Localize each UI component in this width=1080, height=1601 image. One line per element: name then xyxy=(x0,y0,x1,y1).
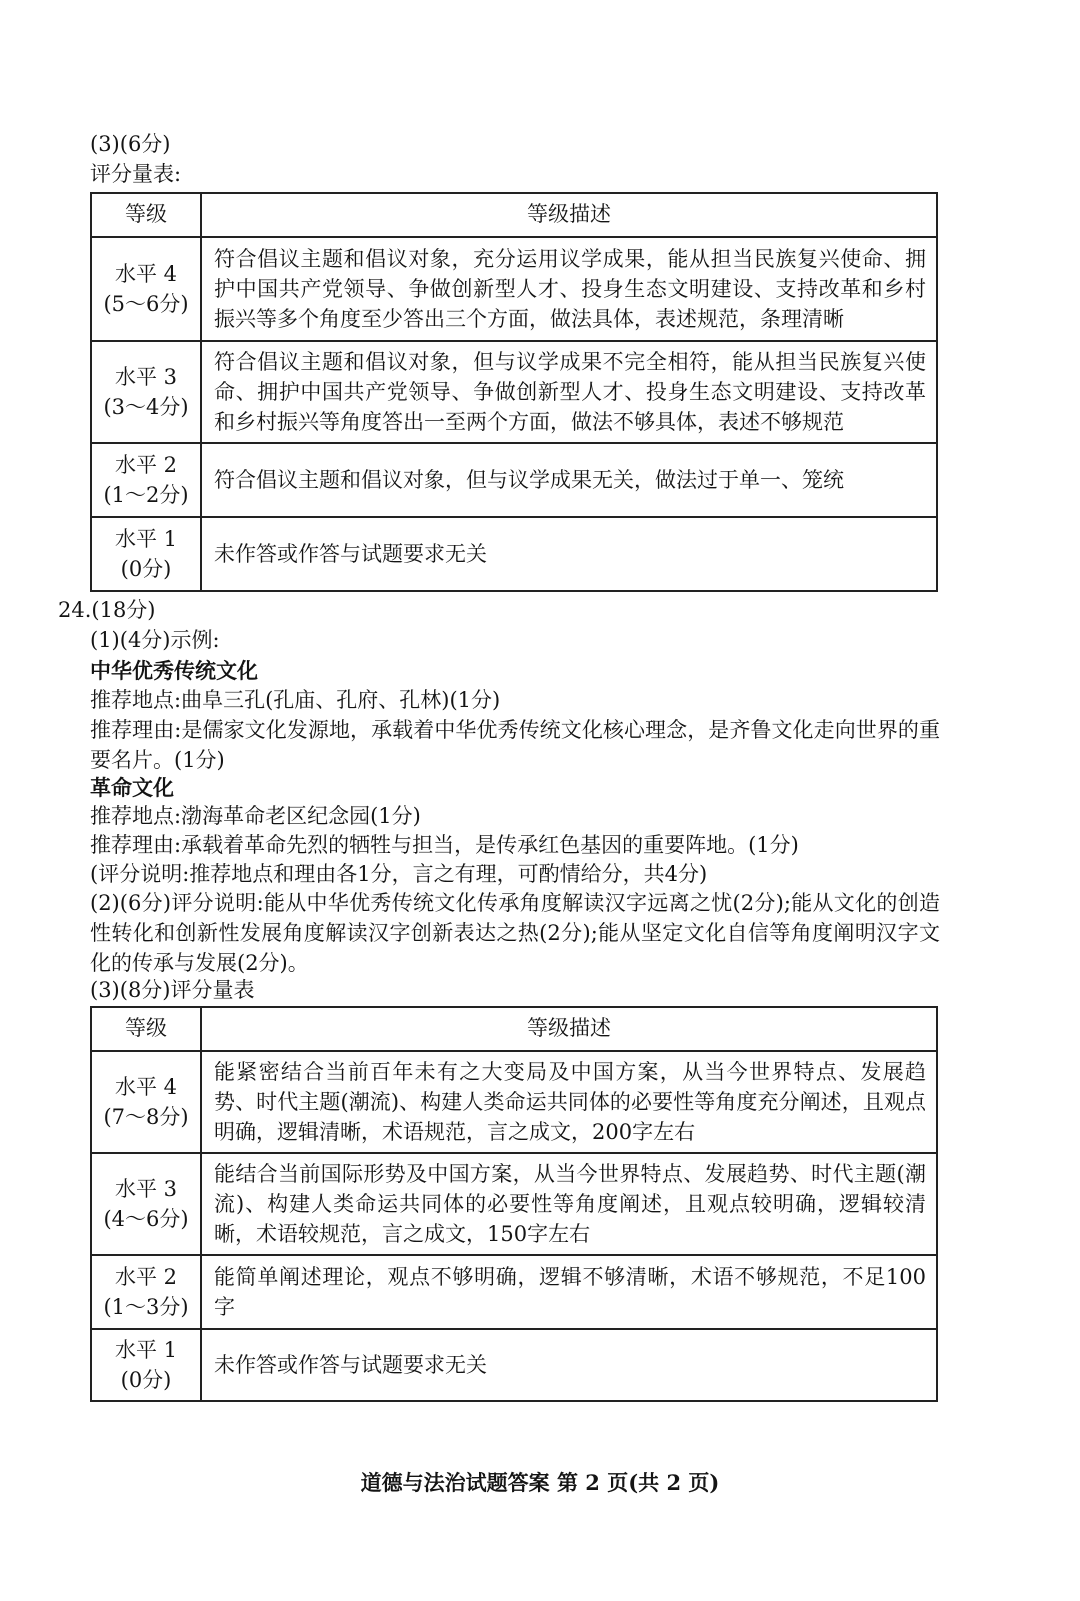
table-header-row xyxy=(91,193,937,237)
level-cell: 水平 3 (3～4分) xyxy=(91,341,201,443)
q23-rubric-table xyxy=(90,192,938,592)
table-row xyxy=(91,237,937,341)
culture-heading-revolutionary: 革命文化 xyxy=(90,775,174,800)
page-footer: 道德与法治试题答案 第 2 页(共 2 页) xyxy=(360,1470,720,1495)
level-cell: 水平 2 (1～2分) xyxy=(91,443,201,517)
recommended-place-2: 推荐地点:渤海革命老区纪念园(1分) xyxy=(90,804,421,828)
scoring-note-part2: (2)(6分)评分说明:能从中华优秀传统文化传承角度解读汉字远离之忧(2分);能从文化的创造性转化和创新性发展角度解读汉字创新表达之热(2分);能从坚定文化自信等角度阐明汉字文化的传承与发展(2分)。 xyxy=(90,891,940,975)
desc-cell: 能紧密结合当前百年未有之大变局及中国方案，从当今世界特点、发展趋势、时代主题(潮流)、构建人类命运共同体的必要性等角度充分阐述，且观点明确，逻辑清晰，术语规范，言之成文，200字左右 xyxy=(201,1051,937,1153)
level-cell: 水平 1 (0分) xyxy=(91,517,201,591)
q24-rubric-table xyxy=(90,1006,938,1402)
culture-heading-traditional: 中华优秀传统文化 xyxy=(90,658,258,683)
q24-heading: 24.(18分) xyxy=(58,598,156,622)
desc-cell: 未作答或作答与试题要求无关 xyxy=(201,517,937,591)
level-cell: 水平 4 (5～6分) xyxy=(91,237,201,341)
table-row xyxy=(91,1329,937,1401)
desc-cell: 未作答或作答与试题要求无关 xyxy=(201,1329,937,1401)
level-header: 等级 xyxy=(91,193,201,237)
desc-cell: 能简单阐述理论，观点不够明确，逻辑不够清晰，术语不够规范，不足100字 xyxy=(201,1255,937,1329)
scoring-note-part1: (评分说明:推荐地点和理由各1分，言之有理，可酌情给分，共4分) xyxy=(90,862,708,886)
recommended-reason-1: 推荐理由:是儒家文化发源地，承载着中华优秀传统文化核心理念，是齐鲁文化走向世界的重要名片。(1分) xyxy=(90,718,940,772)
table-row xyxy=(91,1051,937,1153)
q23-rubric-title: 评分量表: xyxy=(90,162,182,186)
q23-part3-heading: (3)(6分) xyxy=(90,132,171,156)
recommended-place-1: 推荐地点:曲阜三孔(孔庙、孔府、孔林)(1分) xyxy=(90,688,501,712)
desc-header: 等级描述 xyxy=(201,193,937,237)
desc-cell: 能结合当前国际形势及中国方案，从当今世界特点、发展趋势、时代主题(潮流)、构建人类命运共同体的必要性等角度阐述，且观点较明确，逻辑较清晰，术语较规范，言之成文，150字左右 xyxy=(201,1153,937,1255)
table-row xyxy=(91,443,937,517)
table-row xyxy=(91,1153,937,1255)
desc-cell: 符合倡议主题和倡议对象，充分运用议学成果，能从担当民族复兴使命、拥护中国共产党领导、争做创新型人才、投身生态文明建设、支持改革和乡村振兴等多个角度至少答出三个方面，做法具体，表述规范，条理清晰 xyxy=(201,237,937,341)
desc-header: 等级描述 xyxy=(201,1007,937,1051)
level-cell: 水平 1 (0分) xyxy=(91,1329,201,1401)
table-row xyxy=(91,517,937,591)
q24-part3-heading: (3)(8分)评分量表 xyxy=(90,978,255,1002)
q24-part1-heading: (1)(4分)示例: xyxy=(90,628,220,652)
desc-cell: 符合倡议主题和倡议对象，但与议学成果无关，做法过于单一、笼统 xyxy=(201,443,937,517)
table-row xyxy=(91,1255,937,1329)
table-header-row xyxy=(91,1007,937,1051)
desc-cell: 符合倡议主题和倡议对象，但与议学成果不完全相符，能从担当民族复兴使命、拥护中国共产党领导、争做创新型人才、投身生态文明建设、支持改革和乡村振兴等角度答出一至两个方面，做法不够具体，表述不够规范 xyxy=(201,341,937,443)
level-header: 等级 xyxy=(91,1007,201,1051)
level-cell: 水平 4 (7～8分) xyxy=(91,1051,201,1153)
level-cell: 水平 3 (4～6分) xyxy=(91,1153,201,1255)
level-cell: 水平 2 (1～3分) xyxy=(91,1255,201,1329)
table-row xyxy=(91,341,937,443)
recommended-reason-2: 推荐理由:承载着革命先烈的牺牲与担当，是传承红色基因的重要阵地。(1分) xyxy=(90,833,799,857)
